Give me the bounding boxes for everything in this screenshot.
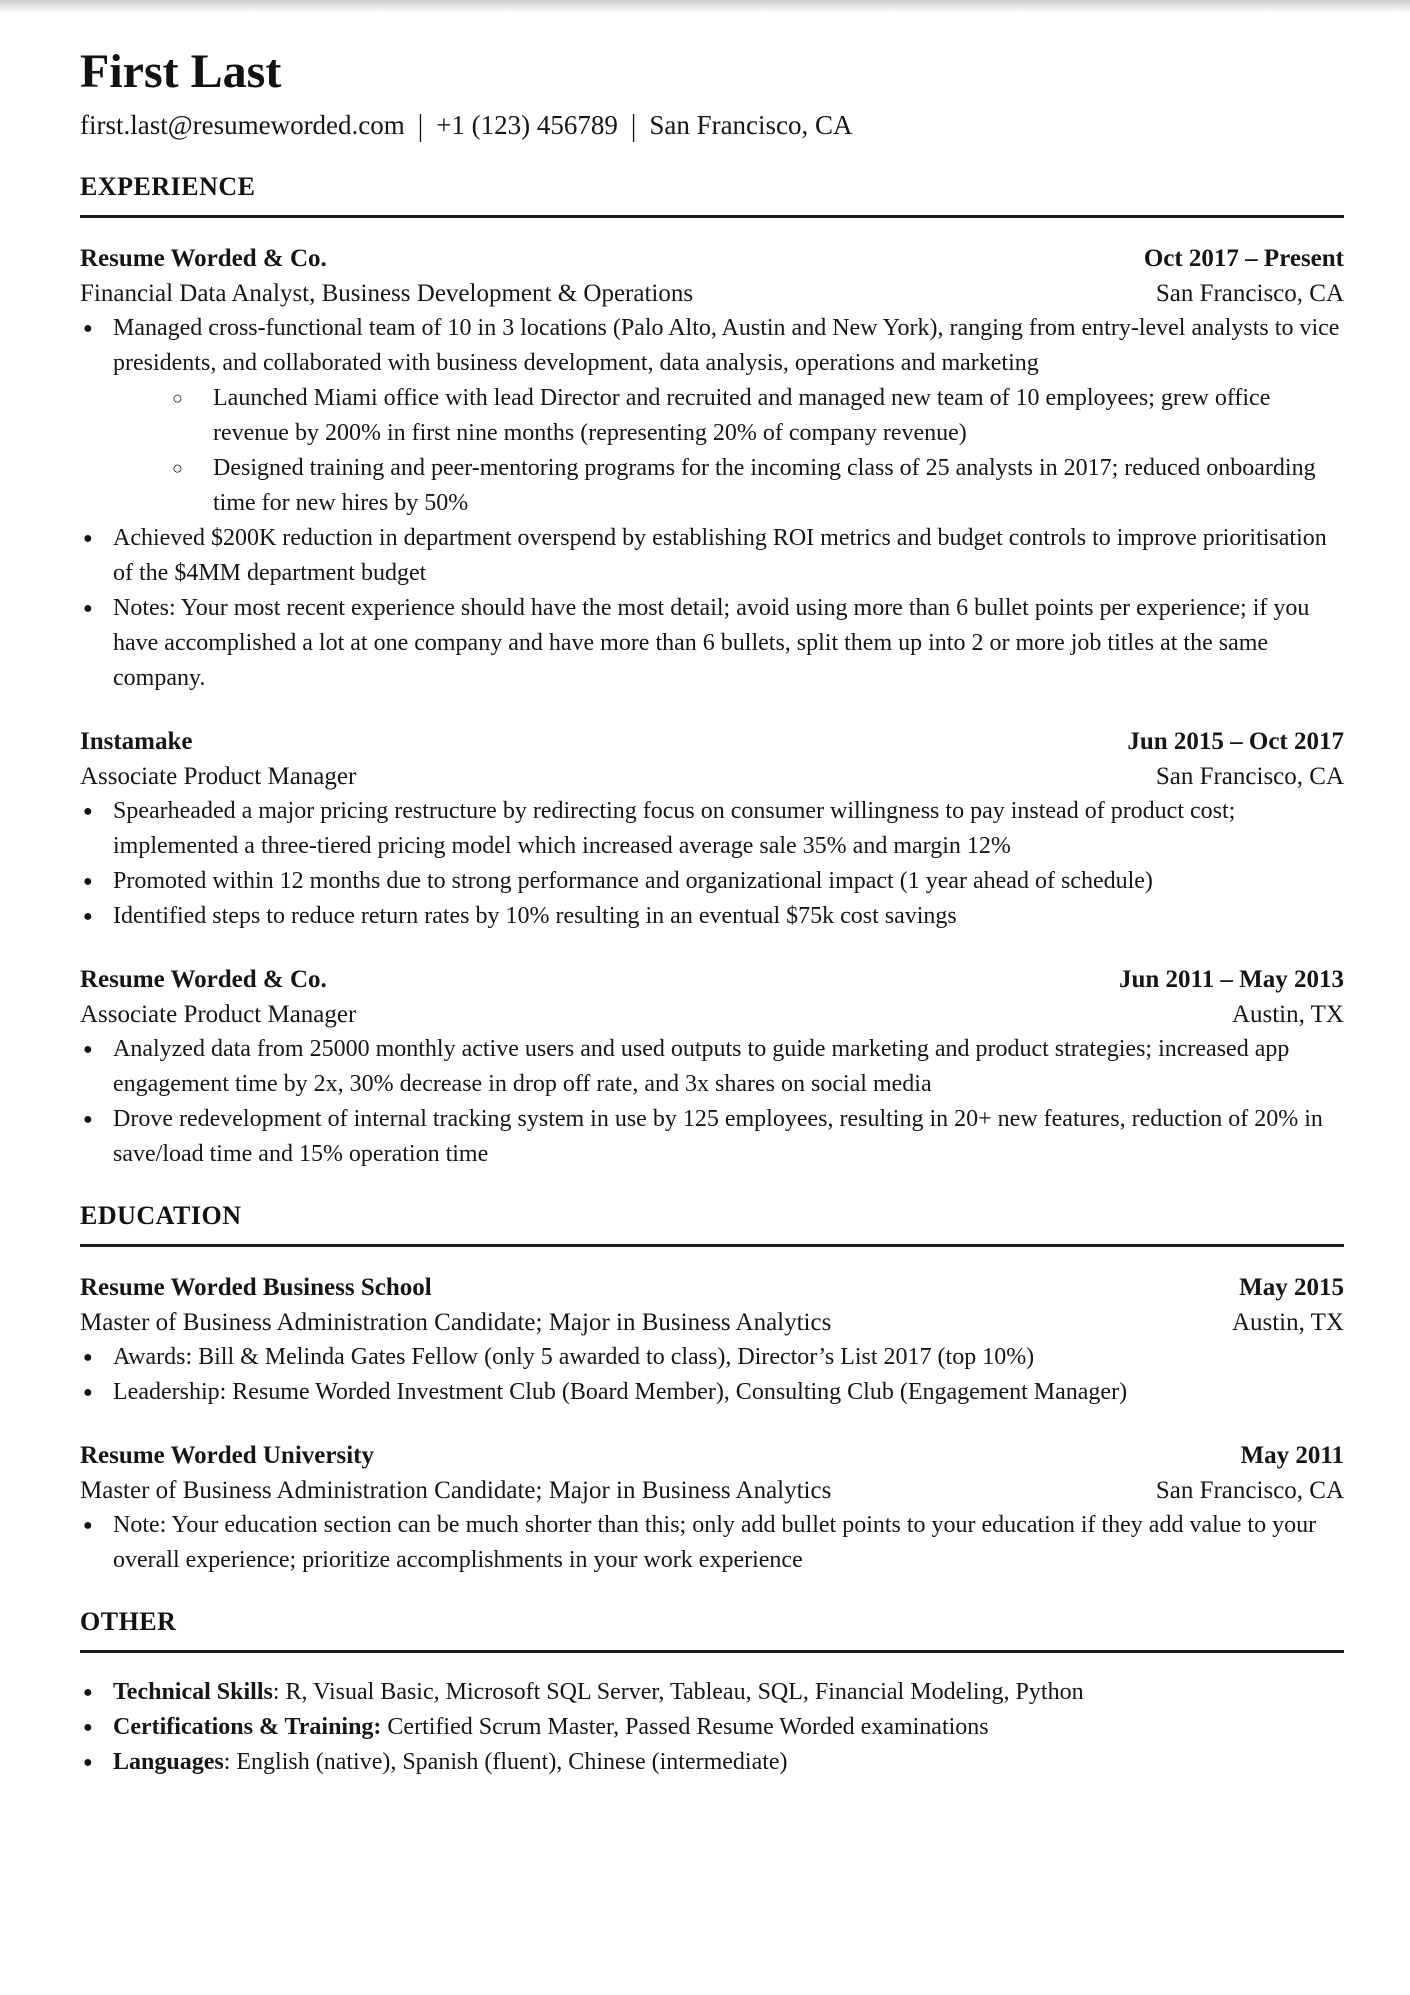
job-entry [80,724,1344,934]
job-header-row [80,962,1344,997]
bullet-text: Promoted within 12 months due to strong performance and organizational impact (1 year ahead of schedule) [113,868,1153,894]
bullet-icon: ● [83,530,93,547]
bullet-text: Managed cross-functional team of 10 in 3 locations (Palo Alto, Austin and New York), ranging from entry-level analysts to vice presidents, and collaborated with business development, data analysis, operations and marketing [113,315,1340,376]
other-item-label: Technical Skills [113,1679,273,1705]
bullet-item [80,1375,1344,1410]
sub-bullet-icon: ○ [172,388,183,408]
other-item-label: Certifications & Training: [113,1714,382,1740]
graduation-date: May 2011 [1240,1442,1344,1469]
job-location: San Francisco, CA [1155,280,1344,307]
job-subheader-row [80,276,1344,311]
bullet-item [80,311,1344,381]
bullet-item [80,1508,1344,1578]
school-entry [80,1438,1344,1578]
bullet-item [80,521,1344,591]
school-location: San Francisco, CA [1155,1477,1344,1504]
other-item-value: Certified Scrum Master, Passed Resume Worded examinations [381,1714,989,1740]
job-dates: Oct 2017 – Present [1143,245,1344,272]
school-location: Austin, TX [1231,1309,1344,1336]
bullet-icon: ● [83,908,93,925]
bullet-list [80,1032,1344,1172]
job-header-row [80,724,1344,759]
bullet-text: Drove redevelopment of internal tracking system in use by 125 employees, resulting in 20+ new features, reduction of 20% in save/load time and 15% operation time [113,1106,1323,1167]
degree-text: Master of Business Administration Candidate; Major in Business Analytics [80,1477,832,1504]
bullet-item [80,1032,1344,1102]
bullet-item [80,1710,1344,1745]
bullet-text: Identified steps to reduce return rates by 10% resulting in an eventual $75k cost savings [113,903,957,929]
bullet-item [80,1675,1344,1710]
job-role: Financial Data Analyst, Business Development & Operations [80,280,694,307]
bullet-text: Notes: Your most recent experience should have the most detail; avoid using more than 6 bullet points per experience; if you have accomplished a lot at one company and have more than 6 bullets, split them up into 2 or more job titles at the same company. [113,595,1310,691]
school-header-row [80,1438,1344,1473]
bullet-text: Spearheaded a major pricing restructure by redirecting focus on consumer willingness to pay instead of product cost; implemented a three-tiered pricing model which increased average sale 35% and margin 12% [113,798,1236,859]
bullet-list [80,1508,1344,1578]
education-section-title: EDUCATION [80,1199,1344,1247]
other-item-label: Languages [113,1749,224,1775]
school-name: Resume Worded University [80,1442,374,1469]
bullet-item [80,794,1344,864]
bullet-text: Achieved $200K reduction in department overspend by establishing ROI metrics and budget controls to improve prioritisation of the $4MM department budget [113,525,1327,586]
company-name: Instamake [80,728,193,755]
bullet-icon: ● [83,1684,93,1701]
bullet-item [80,899,1344,934]
bullet-icon: ● [83,320,93,337]
school-entry [80,1270,1344,1410]
school-subheader-row [80,1473,1344,1508]
other-item-value: : R, Visual Basic, Microsoft SQL Server, Tableau, SQL, Financial Modeling, Python [272,1679,1084,1705]
bullet-list [80,794,1344,934]
separator-bar: | [630,107,637,143]
bullet-item [80,1745,1344,1780]
bullet-icon: ● [83,873,93,890]
section-other [80,1605,1344,1780]
bullet-item [80,1102,1344,1172]
bullet-icon: ● [83,1517,93,1534]
bullet-text [113,1749,788,1775]
bullet-icon: ● [83,1754,93,1771]
bullet-text: Awards: Bill & Melinda Gates Fellow (only 5 awarded to class), Director’s List 2017 (top 10%) [113,1344,1035,1370]
separator-bar: | [417,107,424,143]
section-education [80,1199,1344,1578]
other-item-value: : English (native), Spanish (fluent), Chinese (intermediate) [223,1749,788,1775]
school-name: Resume Worded Business School [80,1274,432,1301]
phone-text: +1 (123) 456789 [436,110,618,140]
graduation-date: May 2015 [1239,1274,1344,1301]
bullet-list [80,311,1344,696]
bullet-text [113,1714,989,1740]
bullet-text: Analyzed data from 25000 monthly active users and used outputs to guide marketing and product strategies; increased app engagement time by 2x, 30% decrease in drop off rate, and 3x shares on social media [113,1036,1290,1097]
bullet-icon: ● [83,1349,93,1366]
bullet-text [113,1679,1084,1705]
bullet-text: Leadership: Resume Worded Investment Club (Board Member), Consulting Club (Engagement Manager) [113,1379,1128,1405]
job-location: San Francisco, CA [1155,763,1344,790]
job-subheader-row [80,759,1344,794]
contact-line [80,107,1344,143]
bullet-item [80,1340,1344,1375]
degree-text: Master of Business Administration Candidate; Major in Business Analytics [80,1309,832,1336]
job-location: Austin, TX [1231,1001,1344,1028]
email-text: first.last@resumeworded.com [80,110,405,140]
bullet-list [80,1675,1344,1780]
candidate-name: First Last [80,45,282,98]
bullet-icon: ● [83,1111,93,1128]
bullet-item [80,591,1344,696]
section-experience [80,170,1344,1172]
bullet-item [80,864,1344,899]
job-role: Associate Product Manager [80,1001,357,1028]
experience-section-title: EXPERIENCE [80,170,1344,218]
job-dates: Jun 2011 – May 2013 [1118,966,1344,993]
bullet-icon: ● [83,1719,93,1736]
sub-bullet-item [80,381,1344,451]
other-section-title: OTHER [80,1605,1344,1653]
school-header-row [80,1270,1344,1305]
bullet-icon: ● [83,600,93,617]
job-dates: Jun 2015 – Oct 2017 [1127,728,1344,755]
company-name: Resume Worded & Co. [80,966,327,993]
company-name: Resume Worded & Co. [80,245,327,272]
bullet-text: Note: Your education section can be much shorter than this; only add bullet points to your education if they add value to your overall experience; prioritize accomplishments in your work experience [113,1512,1317,1573]
bullet-list [80,1340,1344,1410]
bullet-text: Launched Miami office with lead Director and recruited and managed new team of 10 employees; grew office revenue by 200% in first nine months (representing 20% of company revenue) [213,385,1271,446]
bullet-icon: ● [83,803,93,820]
sub-bullet-item [80,451,1344,521]
sub-bullet-icon: ○ [172,458,183,478]
school-subheader-row [80,1305,1344,1340]
job-header-row [80,241,1344,276]
job-subheader-row [80,997,1344,1032]
bullet-icon: ● [83,1384,93,1401]
job-entry [80,241,1344,696]
header-location-text: San Francisco, CA [649,110,853,140]
job-role: Associate Product Manager [80,763,357,790]
job-entry [80,962,1344,1172]
bullet-text: Designed training and peer-mentoring programs for the incoming class of 25 analysts in 2017; reduced onboarding time for new hires by 50% [213,455,1316,516]
resume-header [80,44,1344,143]
bullet-icon: ● [83,1041,93,1058]
